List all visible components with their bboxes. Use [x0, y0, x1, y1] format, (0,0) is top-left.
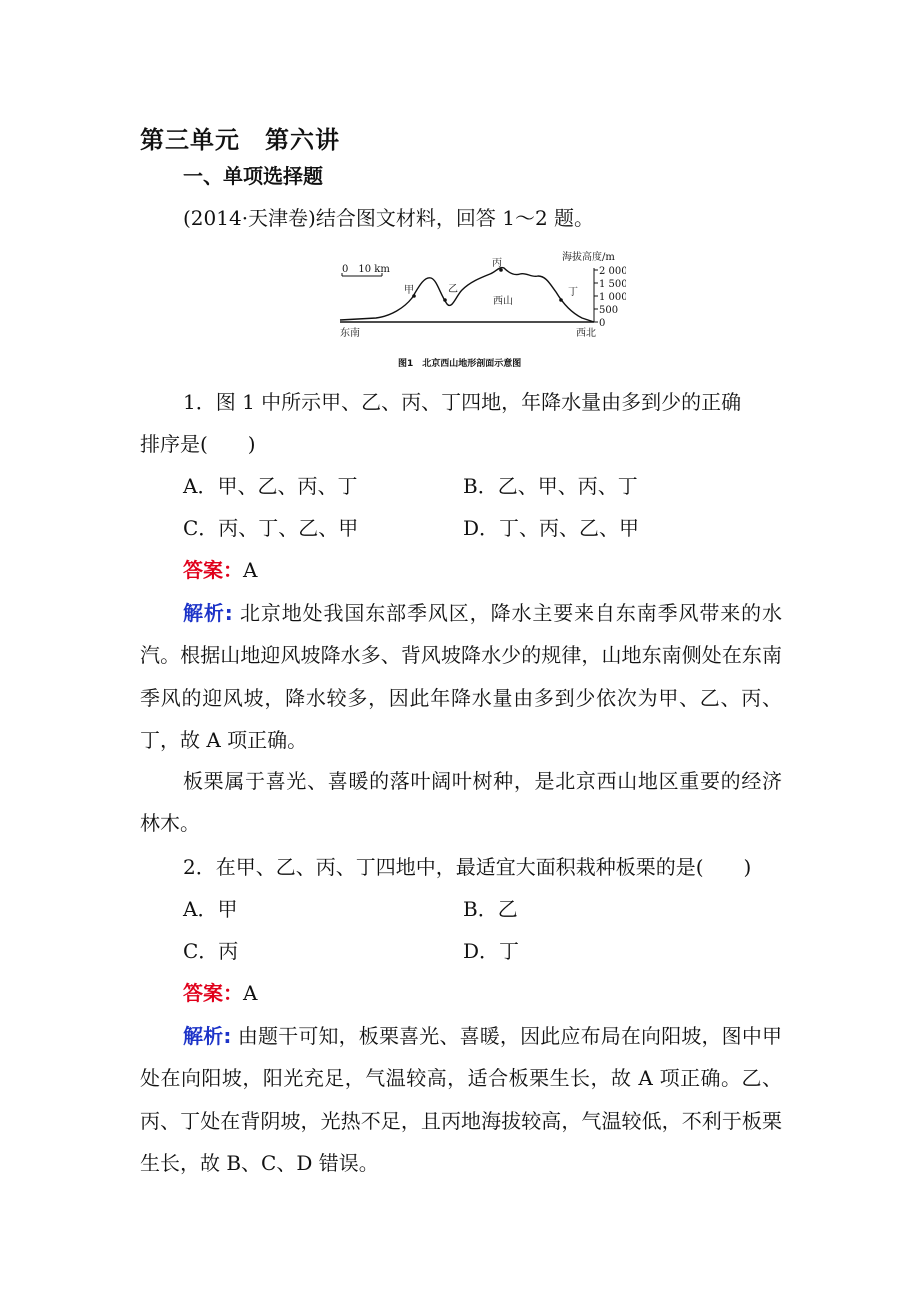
y-axis-title: 海拔高度/m: [562, 252, 615, 263]
point-label-jia: 甲: [404, 285, 414, 296]
q1-option-b: B．乙、甲、丙、丁: [463, 474, 638, 498]
q1-option-d: D．丁、丙、乙、甲: [463, 516, 640, 540]
q2-answer: [183, 980, 257, 1006]
q2-stem: 2．在甲、乙、丙、丁四地中，最适宜大面积栽种板栗的是( ): [183, 855, 752, 879]
scale-label: 0 10 km: [342, 264, 390, 275]
q2-answer-value: A: [243, 981, 258, 1005]
marker-yi: [443, 298, 447, 302]
y-tick-label: 1 500: [599, 279, 626, 290]
direction-label-northwest: 西北: [576, 328, 596, 339]
y-tick-label: 2 000: [599, 266, 626, 277]
q2-option-a: A．甲: [183, 897, 238, 921]
q1-analysis-label: 解析:: [183, 601, 233, 625]
terrain-profile-figure: [336, 250, 626, 370]
q1-answer-value: A: [243, 558, 258, 582]
figure-caption: 图1 北京西山地形剖面示意图: [398, 359, 522, 369]
material-paragraph: 板栗属于喜光、喜暖的落叶阔叶树种，是北京西山地区重要的经济林木。: [140, 769, 782, 836]
q2-answer-label: 答案：: [183, 981, 243, 1005]
point-label-ding: 丁: [568, 287, 578, 298]
y-tick-label: 1 000: [599, 292, 626, 303]
q1-answer-label: 答案：: [183, 558, 243, 582]
q2-option-c: C．丙: [183, 939, 239, 963]
q1-stem-line2: 排序是( ): [140, 432, 256, 456]
q2-analysis: [140, 1015, 782, 1185]
q2-analysis-text: 由题干可知，板栗喜光、喜暖，因此应布局在向阳坡，图中甲处在向阳坡，阳光充足，气温较高，适合板栗生长，故 A 项正确。乙、丙、丁处在背阴坡，光热不足，且丙地海拔较高，气温较低，不利于板栗生长，故 B、C、D 错误。: [140, 1024, 783, 1176]
q1-answer: [183, 557, 257, 583]
question-intro: (2014·天津卷)结合图文材料，回答 1～2 题。: [183, 206, 595, 230]
q1-analysis: [140, 592, 782, 762]
q1-option-c: C．丙、丁、乙、甲: [183, 516, 359, 540]
q1-analysis-text: 北京地处我国东部季风区，降水主要来自东南季风带来的水汽。根据山地迎风坡降水多、背风坡降水少的规律，山地东南侧处在东南季风的迎风坡，降水较多，因此年降水量由多到少依次为甲、乙、丙、丁，故 A 项正确。: [140, 601, 783, 753]
mountain-label: 西山: [493, 296, 513, 307]
direction-label-southeast: 东南: [340, 328, 360, 339]
y-tick-label: 0: [599, 318, 606, 329]
q2-option-d: D．丁: [463, 939, 520, 963]
terrain-profile-svg: [336, 250, 626, 370]
page-title: 第三单元 第六讲: [140, 126, 340, 154]
y-ticks: [594, 266, 626, 329]
point-label-yi: 乙: [448, 284, 458, 295]
point-label-bing: 丙: [492, 258, 502, 269]
marker-ding: [559, 298, 563, 302]
q2-analysis-label: 解析:: [183, 1024, 232, 1048]
q1-option-a: A．甲、乙、丙、丁: [183, 474, 358, 498]
y-tick-label: 500: [599, 305, 619, 316]
q1-stem-line1: 1．图 1 中所示甲、乙、丙、丁四地，年降水量由多到少的正确: [183, 390, 742, 414]
q2-option-b: B．乙: [463, 897, 518, 921]
section-heading: 一、单项选择题: [183, 164, 323, 188]
